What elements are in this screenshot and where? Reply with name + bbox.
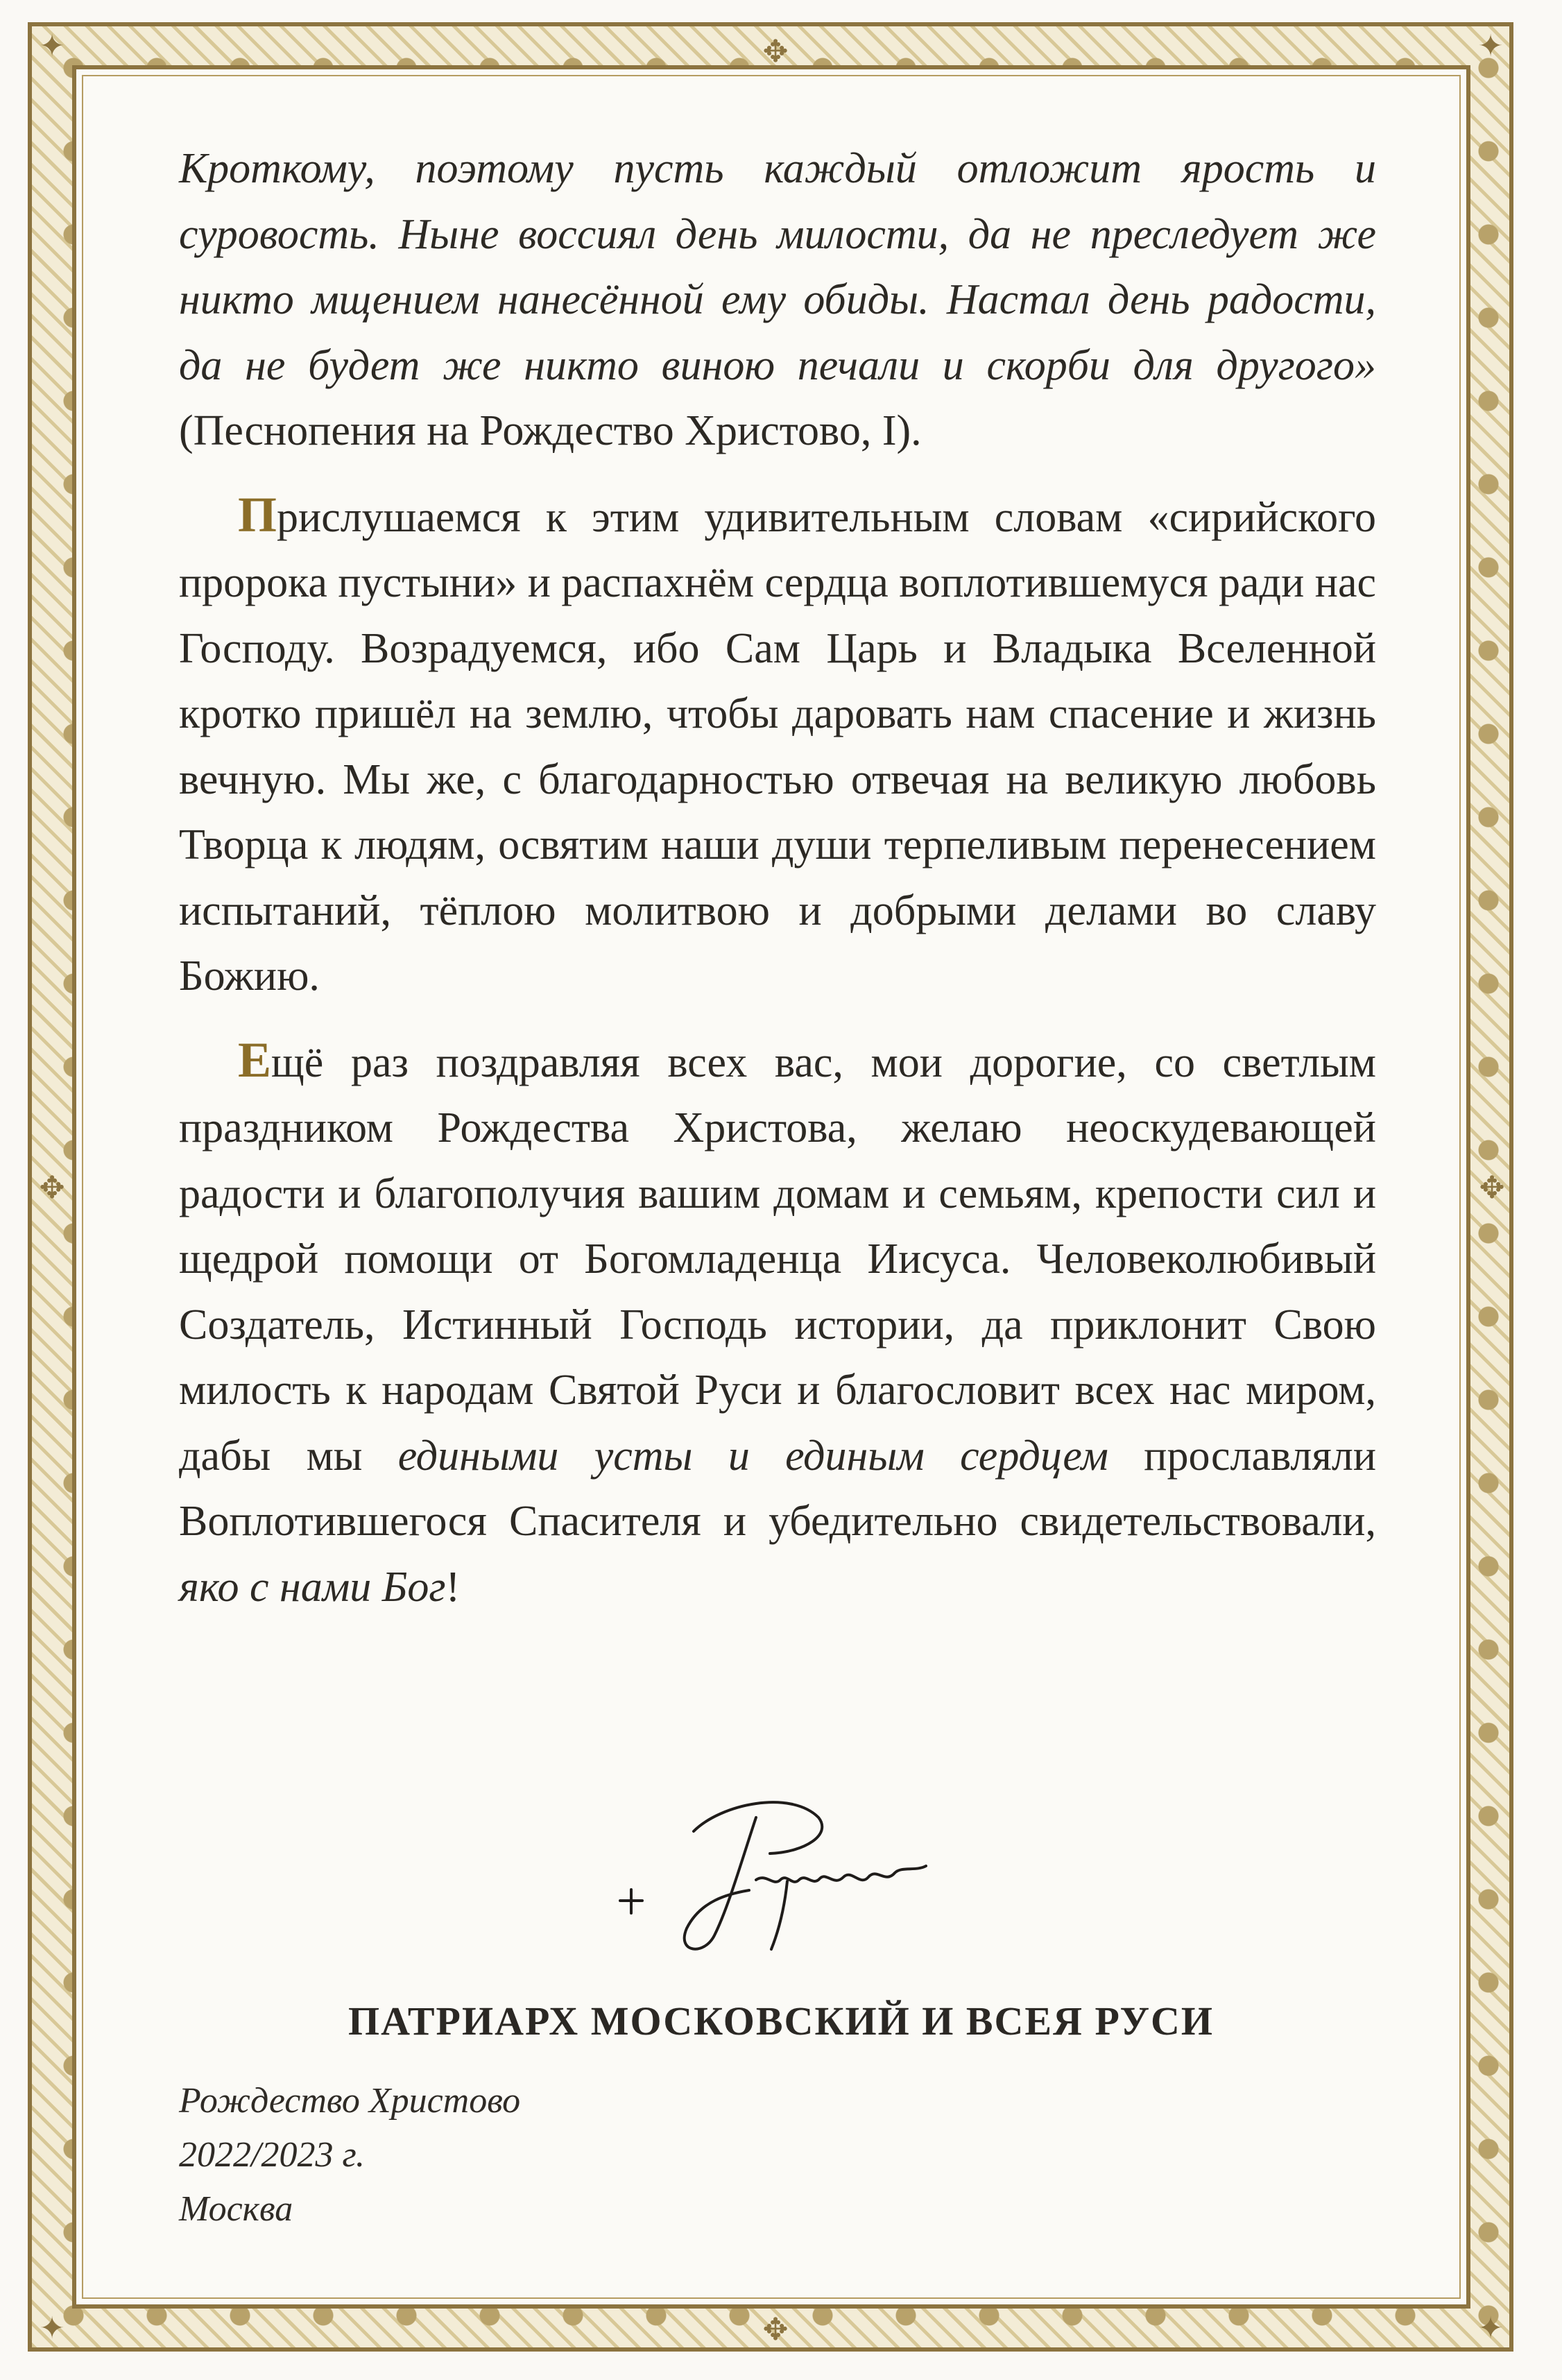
paragraph-1 xyxy=(179,136,1376,464)
date-place-block xyxy=(179,2074,520,2236)
paragraph-3-italic-b: яко с нами Бог xyxy=(179,1563,446,1611)
paragraph-3 xyxy=(179,1027,1376,1620)
ornament-icon: ✦ xyxy=(39,29,65,63)
ornament-icon: ✦ xyxy=(1477,29,1504,63)
ornament-icon: ✦ xyxy=(39,2311,65,2345)
paragraph-3-italic-a: едиными усты и единым сердцем xyxy=(397,1432,1108,1480)
paragraph-3-text-c: ! xyxy=(445,1563,461,1611)
ornament-icon: ✥ xyxy=(762,2313,789,2347)
paragraph-3-text-b: прославляли Воплотившегося Спасителя и убедительно свидетельствовали, xyxy=(179,1432,1377,1545)
paragraph-2-text: рислушаемся к этим удивительным словам «сирийского пророка пустыни» и распахнём сердца воплотившемуся ради нас Господу. Возрадуемся, ибо Сам Царь и Владыка Вселенной кротко пришёл на землю, чтобы даровать нам спасение и жизнь вечную. Мы же, с благодарностью отвечая на великую любовь Творца к людям, освятим наши души терпеливым перенесением испытаний, тёплою молитвою и добрыми делами во славу Божию. xyxy=(179,493,1376,1000)
ornament-icon: ✥ xyxy=(39,1171,65,1205)
ornament-icon: ✦ xyxy=(1477,2311,1504,2345)
initial-letter: П xyxy=(238,486,277,542)
letter-body xyxy=(179,136,1376,1620)
ornament-icon: ✥ xyxy=(1479,1171,1505,1205)
paragraph-2 xyxy=(179,482,1376,1009)
hymn-quote: Кроткому, поэтому пусть каждый отложит ярость и суровость. Ныне воссиял день милости, да не преследует же никто мщением нанесённой ему обиды. Настал день радости, да не будет же никто виною печали и скорби для другого» xyxy=(179,145,1376,389)
city-line: Москва xyxy=(179,2189,293,2229)
hymn-citation: (Песнопения на Рождество Христово, I). xyxy=(179,407,922,454)
occasion-line: Рождество Христово xyxy=(179,2081,521,2121)
handwritten-signature xyxy=(610,1776,936,1963)
year-line: 2022/2023 г. xyxy=(179,2135,366,2175)
ornament-icon: ✥ xyxy=(762,35,789,69)
signatory-title: ПАТРИАРХ МОСКОВСКИЙ И ВСЕЯ РУСИ xyxy=(347,1998,1215,2044)
paragraph-3-text-a: щё раз поздравляя всех вас, мои дорогие, со светлым праздником Рождества Христова, желаю неоскудевающей радости и благополучия вашим домам и семьям, крепости сил и щедрой помощи от Богомладенца Иисуса. Человеколюбивый Создатель, Истинный Господь истории, да приклонит Свою милость к народам Святой Руси и благословит всех нас миром, дабы мы xyxy=(179,1038,1376,1480)
initial-letter: Е xyxy=(238,1031,272,1088)
